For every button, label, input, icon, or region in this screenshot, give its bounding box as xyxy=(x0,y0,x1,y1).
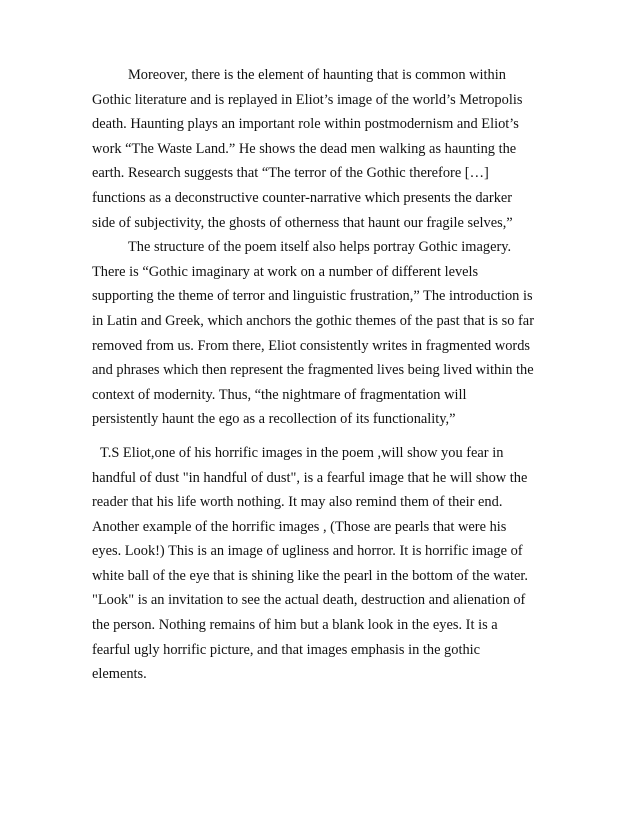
paragraph-line: Moreover, there is the element of haunting that is common within xyxy=(128,67,506,83)
paragraph-horrific-images xyxy=(92,441,562,687)
paragraph-line: the person. Nothing remains of him but a blank look in the eyes. It is a xyxy=(92,617,498,634)
paragraph-line: and phrases which then represent the fragmented lives being lived within the xyxy=(92,362,534,379)
paragraph-line: death. Haunting plays an important role within postmodernism and Eliot’s xyxy=(92,116,519,133)
paragraph-line: white ball of the eye that is shining like the pearl in the bottom of the water. xyxy=(92,567,529,584)
paragraph-line: removed from us. From there, Eliot consistently writes in fragmented words xyxy=(92,337,531,354)
paragraph-line: elements. xyxy=(92,666,147,683)
paragraph-line: eyes. Look!) This is an image of ugliness and horror. It is horrific image of xyxy=(92,543,523,560)
paragraph-line: The structure of the poem itself also helps portray Gothic imagery. xyxy=(128,239,512,256)
paragraph-line: Another example of the horrific images , (Those are pearls that were his xyxy=(92,518,507,535)
paragraph-haunting xyxy=(92,63,562,235)
paragraph-line: earth. Research suggests that “The terror of the Gothic therefore […] xyxy=(92,165,489,182)
paragraph-line: supporting the theme of terror and linguistic frustration,” The introduction is xyxy=(92,288,533,305)
paragraph-line: persistently haunt the ego as a recollection of its functionality,” xyxy=(92,411,456,428)
paragraph-structure xyxy=(92,235,562,432)
paragraph-line: context of modernity. Thus, “the nightmare of fragmentation will xyxy=(92,386,467,403)
paragraph-line: in Latin and Greek, which anchors the gothic themes of the past that is so far xyxy=(92,312,534,329)
paragraph-line: Gothic literature and is replayed in Eliot’s image of the world’s Metropolis xyxy=(92,91,523,108)
paragraph-line: handful of dust "in handful of dust", is a fearful image that he will show the xyxy=(92,469,528,486)
paragraph-line: work “The Waste Land.” He shows the dead men walking as haunting the xyxy=(92,140,517,157)
paragraph-line: side of subjectivity, the ghosts of otherness that haunt our fragile selves,” xyxy=(92,214,513,231)
paragraph-line: T.S Eliot,one of his horrific images in the poem ,will show you fear in xyxy=(100,444,504,461)
paragraph-line: functions as a deconstructive counter-narrative which presents the darker xyxy=(92,189,513,206)
paragraph-line: fearful ugly horrific picture, and that images emphasis in the gothic xyxy=(92,641,481,658)
paragraph-line: reader that his life worth nothing. It may also remind them of their end. xyxy=(92,494,503,511)
paragraph-line: There is “Gothic imaginary at work on a number of different levels xyxy=(92,263,479,280)
document-body xyxy=(92,63,562,687)
paragraph-line: "Look" is an invitation to see the actual death, destruction and alienation of xyxy=(92,592,526,609)
paragraph-spacer xyxy=(92,432,562,441)
